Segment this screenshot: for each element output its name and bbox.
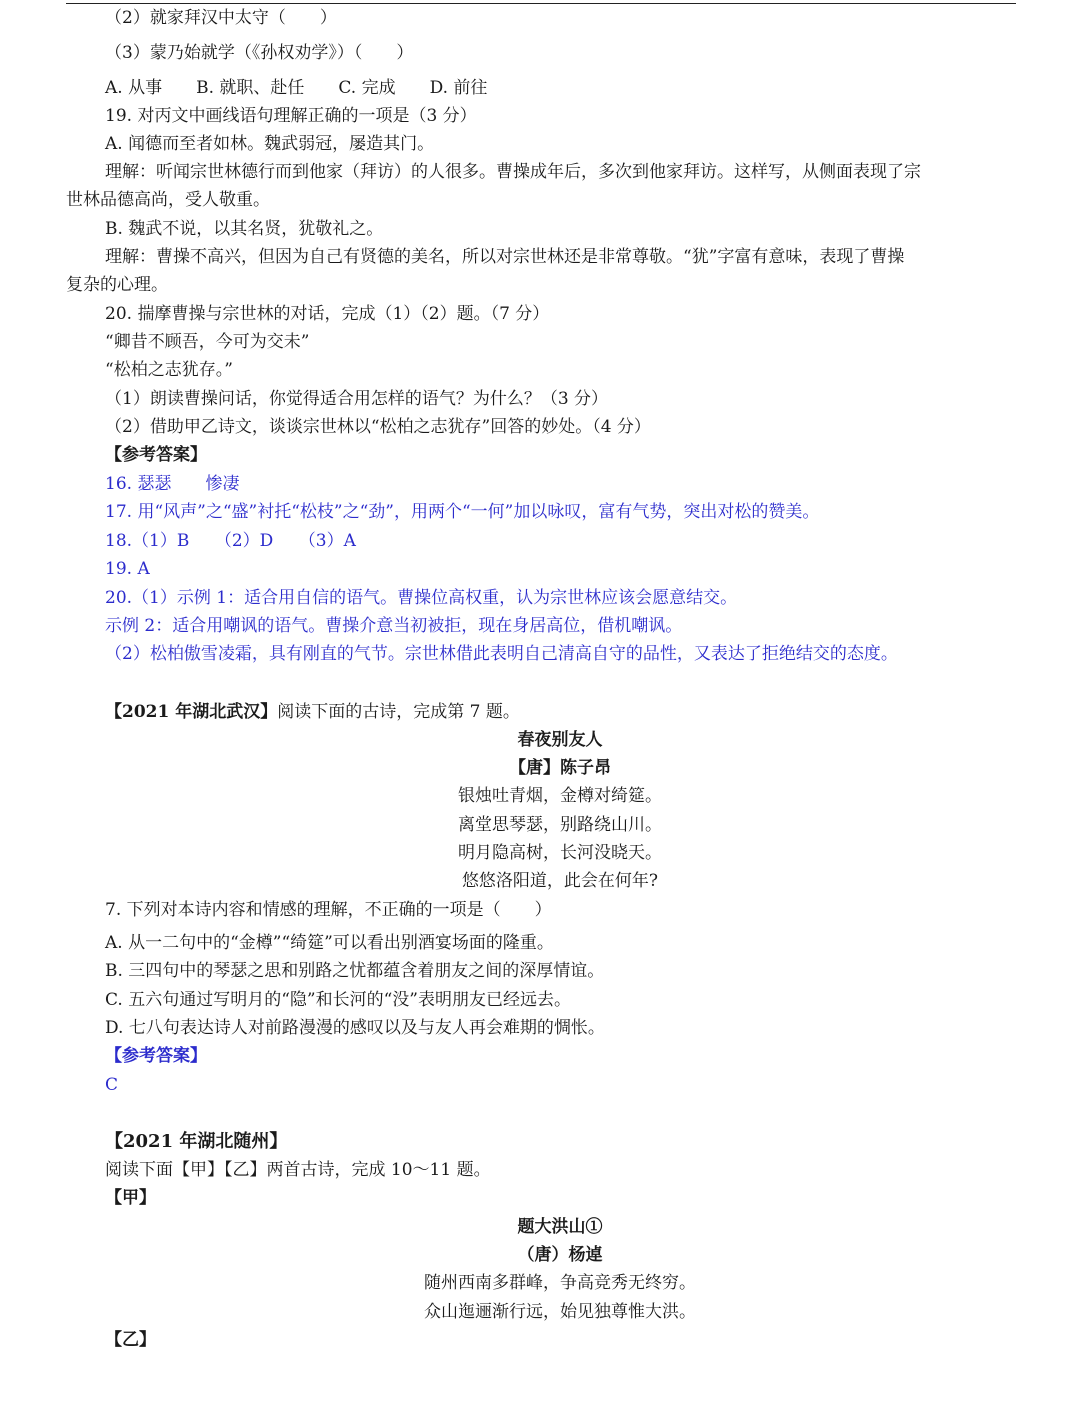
poem2-line-2: 众山迤逦渐行远，始见独尊惟大洪。 — [424, 1302, 696, 1322]
q19-b-explanation-line2: 复杂的心理。 — [66, 275, 168, 295]
answer-heading-2: 【参考答案】 — [105, 1046, 207, 1066]
q18-item-2: （2）就家拜汉中太守（ ） — [105, 8, 337, 28]
poem1-line-3: 明月隐高树，长河没晓天。 — [458, 843, 662, 863]
answer-19: 19. A — [105, 559, 150, 579]
poem-yi-label: 【乙】 — [105, 1330, 156, 1350]
poem1-line-2: 离堂思琴瑟，别路绕山川。 — [458, 815, 662, 835]
q20-stem: 20. 揣摩曹操与宗世林的对话，完成（1）（2）题。（7 分） — [105, 304, 550, 324]
answer-20-2: （2）松柏傲雪凌霜，具有刚直的气节。宗世林借此表明自己清高自守的品性，又表达了拒绝结交的态度。 — [105, 644, 898, 664]
wuhan-section-heading — [105, 700, 520, 724]
wuhan-instruction: 阅读下面的古诗，完成第 7 题。 — [277, 702, 520, 722]
answer-16: 16. 瑟瑟 惨凄 — [105, 474, 240, 494]
poem2-line-1: 随州西南多群峰，争高竞秀无终穷。 — [424, 1273, 696, 1293]
top-rule — [66, 3, 1016, 4]
q19-stem: 19. 对丙文中画线语句理解正确的一项是（3 分） — [105, 106, 477, 126]
q18-item-3: （3）蒙乃始就学（《孙权劝学》）（ ） — [105, 43, 414, 63]
q7-option-a: A. 从一二句中的“金樽”“绮筵”可以看出别酒宴场面的隆重。 — [105, 933, 554, 953]
q19-option-b: B. 魏武不说，以其名贤，犹敬礼之。 — [105, 219, 384, 239]
answer-20-1: 20.（1）示例 1：适合用自信的语气。曹操位高权重，认为宗世林应该会愿意结交。 — [105, 588, 738, 608]
q20-sub-1: （1）朗读曹操问话，你觉得适合用怎样的语气？为什么？（3 分） — [105, 389, 609, 409]
wuhan-region-label: 【2021 年湖北武汉】 — [105, 702, 278, 722]
q18-options: A. 从事 B. 就职、赴任 C. 完成 D. 前往 — [105, 78, 488, 98]
q7-option-b: B. 三四句中的琴瑟之思和别路之忧都蕴含着朋友之间的深厚情谊。 — [105, 961, 605, 981]
poem1-author: 【唐】陈子昂 — [509, 758, 611, 778]
answer-17: 17. 用“风声”之“盛”衬托“松枝”之“劲”，用两个“一何”加以咏叹，富有气势，突出对松的赞美。 — [105, 502, 820, 522]
poem2-author: （唐）杨逴 — [517, 1245, 603, 1265]
q19-option-a: A. 闻德而至者如林。魏武弱冠，屡造其门。 — [105, 134, 435, 154]
suizhou-section-heading: 【2021 年湖北随州】 — [105, 1131, 288, 1152]
q19-a-explanation-line1: 理解：听闻宗世林德行而到他家（拜访）的人很多。曹操成年后，多次到他家拜访。这样写，从侧面表现了宗 — [105, 162, 921, 182]
q7-option-d: D. 七八句表达诗人对前路漫漫的感叹以及与友人再会难期的惆怅。 — [105, 1018, 605, 1038]
q7-option-c: C. 五六句通过写明月的“隐”和长河的“没”表明朋友已经远去。 — [105, 990, 571, 1010]
dialogue-quote-2: “松柏之志犹存。” — [105, 360, 233, 380]
poem1-line-1: 银烛吐青烟，金樽对绮筵。 — [458, 786, 662, 806]
q19-b-explanation-line1: 理解：曹操不高兴，但因为自己有贤德的美名，所以对宗世林还是非常尊敬。“犹”字富有意味，表现了曹操 — [105, 247, 905, 267]
answer-heading: 【参考答案】 — [105, 445, 207, 465]
q19-a-explanation-line2: 世林品德高尚，受人敬重。 — [66, 190, 270, 210]
dialogue-quote-1: “卿昔不顾吾，今可为交未” — [105, 332, 310, 352]
answer-18: 18.（1）B （2）D （3）A — [105, 531, 356, 551]
q20-sub-2: （2）借助甲乙诗文，谈谈宗世林以“松柏之志犹存”回答的妙处。（4 分） — [105, 417, 651, 437]
poem1-title: 春夜别友人 — [517, 730, 603, 750]
suizhou-instruction: 阅读下面【甲】【乙】两首古诗，完成 10～11 题。 — [105, 1160, 491, 1180]
answer-7: C — [105, 1075, 119, 1095]
q7-stem: 7. 下列对本诗内容和情感的理解，不正确的一项是（ ） — [105, 900, 552, 920]
poem2-title: 题大洪山① — [517, 1217, 603, 1237]
poem-jia-label: 【甲】 — [105, 1188, 156, 1208]
answer-20-example-2: 示例 2：适合用嘲讽的语气。曹操介意当初被拒，现在身居高位，借机嘲讽。 — [105, 616, 683, 636]
poem1-line-4: 悠悠洛阳道，此会在何年? — [461, 871, 659, 891]
